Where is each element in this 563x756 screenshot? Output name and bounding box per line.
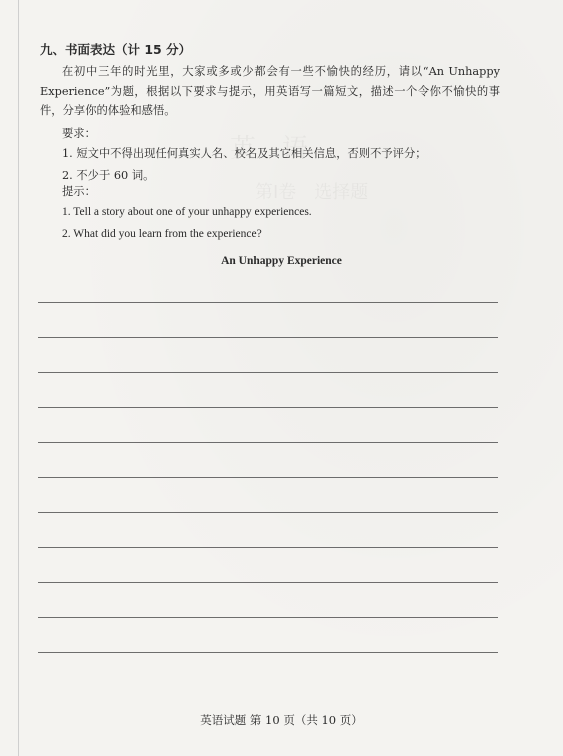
hint-item: 1. Tell a story about one of your unhappy experiences. [62,206,312,218]
binding-margin-rule [18,0,19,756]
answer-line[interactable] [38,302,498,303]
answer-line[interactable] [38,582,498,583]
answer-line[interactable] [38,547,498,548]
requirements-list [62,143,427,187]
page-footer: 英语试题 第 10 页（共 10 页） [200,713,363,727]
hints-list [62,201,312,245]
answer-line[interactable] [38,337,498,338]
hints-heading: 提示： [62,185,96,198]
task-instructions: 在初中三年的时光里，大家或多或少都会有一些不愉快的经历，请以“An Unhappy Experience”为题，根据以下要求与提示，用英语写一篇短文，描述一个令你不愉快的事件，分享你的体验和感悟。 [40,65,500,117]
answer-line[interactable] [38,477,498,478]
answer-line[interactable] [38,372,498,373]
answer-line[interactable] [38,617,498,618]
answer-line[interactable] [38,652,498,653]
answer-line[interactable] [38,407,498,408]
answer-writing-area[interactable] [38,302,498,687]
essay-title: An Unhappy Experience [221,255,342,267]
requirement-item: 1. 短文中不得出现任何真实人名、校名及其它相关信息，否则不予评分； [62,147,427,160]
requirement-item: 2. 不少于 60 词。 [62,169,155,182]
answer-line[interactable] [38,512,498,513]
section-title: 九、书面表达（计 15 分） [40,42,192,57]
requirements-heading: 要求： [62,127,96,140]
hint-item: 2. What did you learn from the experience? [62,228,262,240]
answer-line[interactable] [38,442,498,443]
